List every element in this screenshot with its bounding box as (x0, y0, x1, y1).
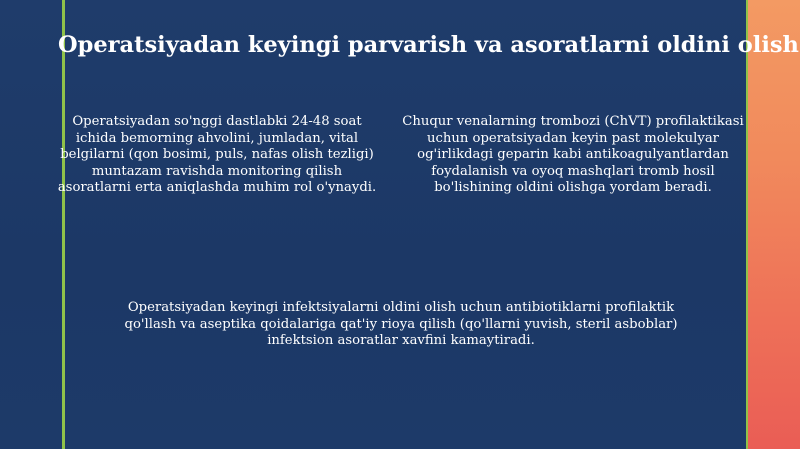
paragraph-vital-monitoring: Operatsiyadan so'nggi dastlabki 24-48 soat ichida bemorning ahvolini, jumladan, vital belgilarni (qon bosimi, puls, nafas olish tezligi) muntazam ravishda monitoring qilish asoratlarni erta aniqlashda muhim rol o'ynaydi. (57, 114, 377, 196)
paragraph-dvt-prophylaxis: Chuqur venalarning trombozi (ChVT) profilaktikasi uchun operatsiyadan keyin past molekulyar og'irlikdagi geparin kabi antikoagulyantlardan foydalanish va oyoq mashqlari tromb hosil bo'lishining oldini olishga yordam beradi. (402, 114, 744, 196)
paragraph-infection-prevention: Operatsiyadan keyingi infektsiyalarni oldini olish uchun antibiotiklarni profilaktik qo'llash va aseptika qoidalariga qat'iy rioya qilish (qo'llarni yuvish, steril asboblar) infektsion asoratlar xavfini kamaytiradi. (124, 300, 678, 349)
right-gradient-band (747, 0, 800, 449)
slide-title: Operatsiyadan keyingi parvarish va asoratlarni oldini olish (58, 32, 799, 58)
left-accent-line (62, 0, 65, 449)
right-accent-line (746, 0, 748, 449)
